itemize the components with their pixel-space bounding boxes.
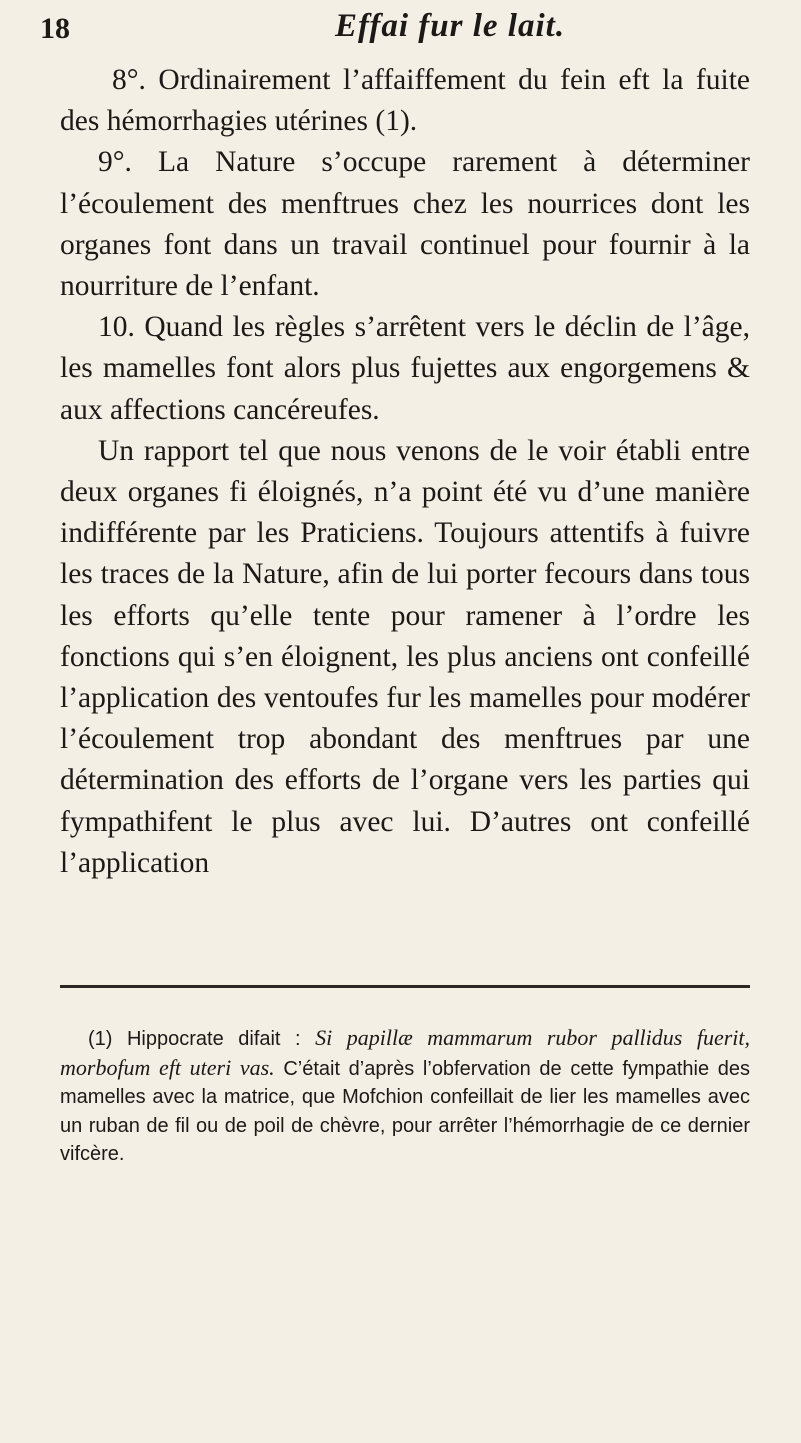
page-header [40,8,760,58]
footnote-lead: (1) Hippocrate difait : [88,1028,301,1050]
paragraph-rapport: Un rapport tel que nous venons de le voir établi entre deux organes fi éloignés, n’a point été vu d’une manière indifférente par les Praticiens. Toujours attentifs à fuivre les traces de la Nature, afin de lui porter fecours dans tous les efforts qu’elle tente pour ramener à l’ordre les fonctions qui s’en éloignent, les plus anciens ont confeillé l’application des ventoufes fur les mamelles pour modérer l’écoulement trop abondant des menftrues par une détermination des efforts de l’organe vers les parties qui fympathifent le plus avec lui. D’autres ont confeillé l’application [60,434,750,879]
paragraph-10: 10. Quand les règles s’arrêtent vers le déclin de l’âge, les mamelles font alors plus fujettes aux engorgemens & aux affections cancéreufes. [60,311,750,426]
footnote-divider [60,985,750,988]
main-text [60,60,750,884]
page-number: 18 [40,12,70,45]
paragraph-8: 8°. Ordinairement l’affaiffement du fein eft la fuite des hémorrhagies utérines (1). [60,64,750,138]
paragraph-9: 9°. La Nature s’occupe rarement à déterminer l’écoulement des menftrues chez les nourrices dont les organes font dans un travail continuel pour fournir à la nourriture de l’enfant. [60,146,750,303]
footnote-rest: C’était d’après l’obfervation de cette fympathie des mamelles avec la matrice, que Mofchion confeillait de lier les mamelles avec un ruban de fil ou de poil de chèvre, pour arrêter l’hémorrhagie de ce dernier vifcère. [60,1057,750,1165]
footnote [60,1024,750,1169]
footnote-quote: Si papillæ mammarum rubor pallidus fuerit, morbofum eft uteri vas. [60,1025,750,1080]
running-title: Effai fur le lait. [335,8,566,44]
